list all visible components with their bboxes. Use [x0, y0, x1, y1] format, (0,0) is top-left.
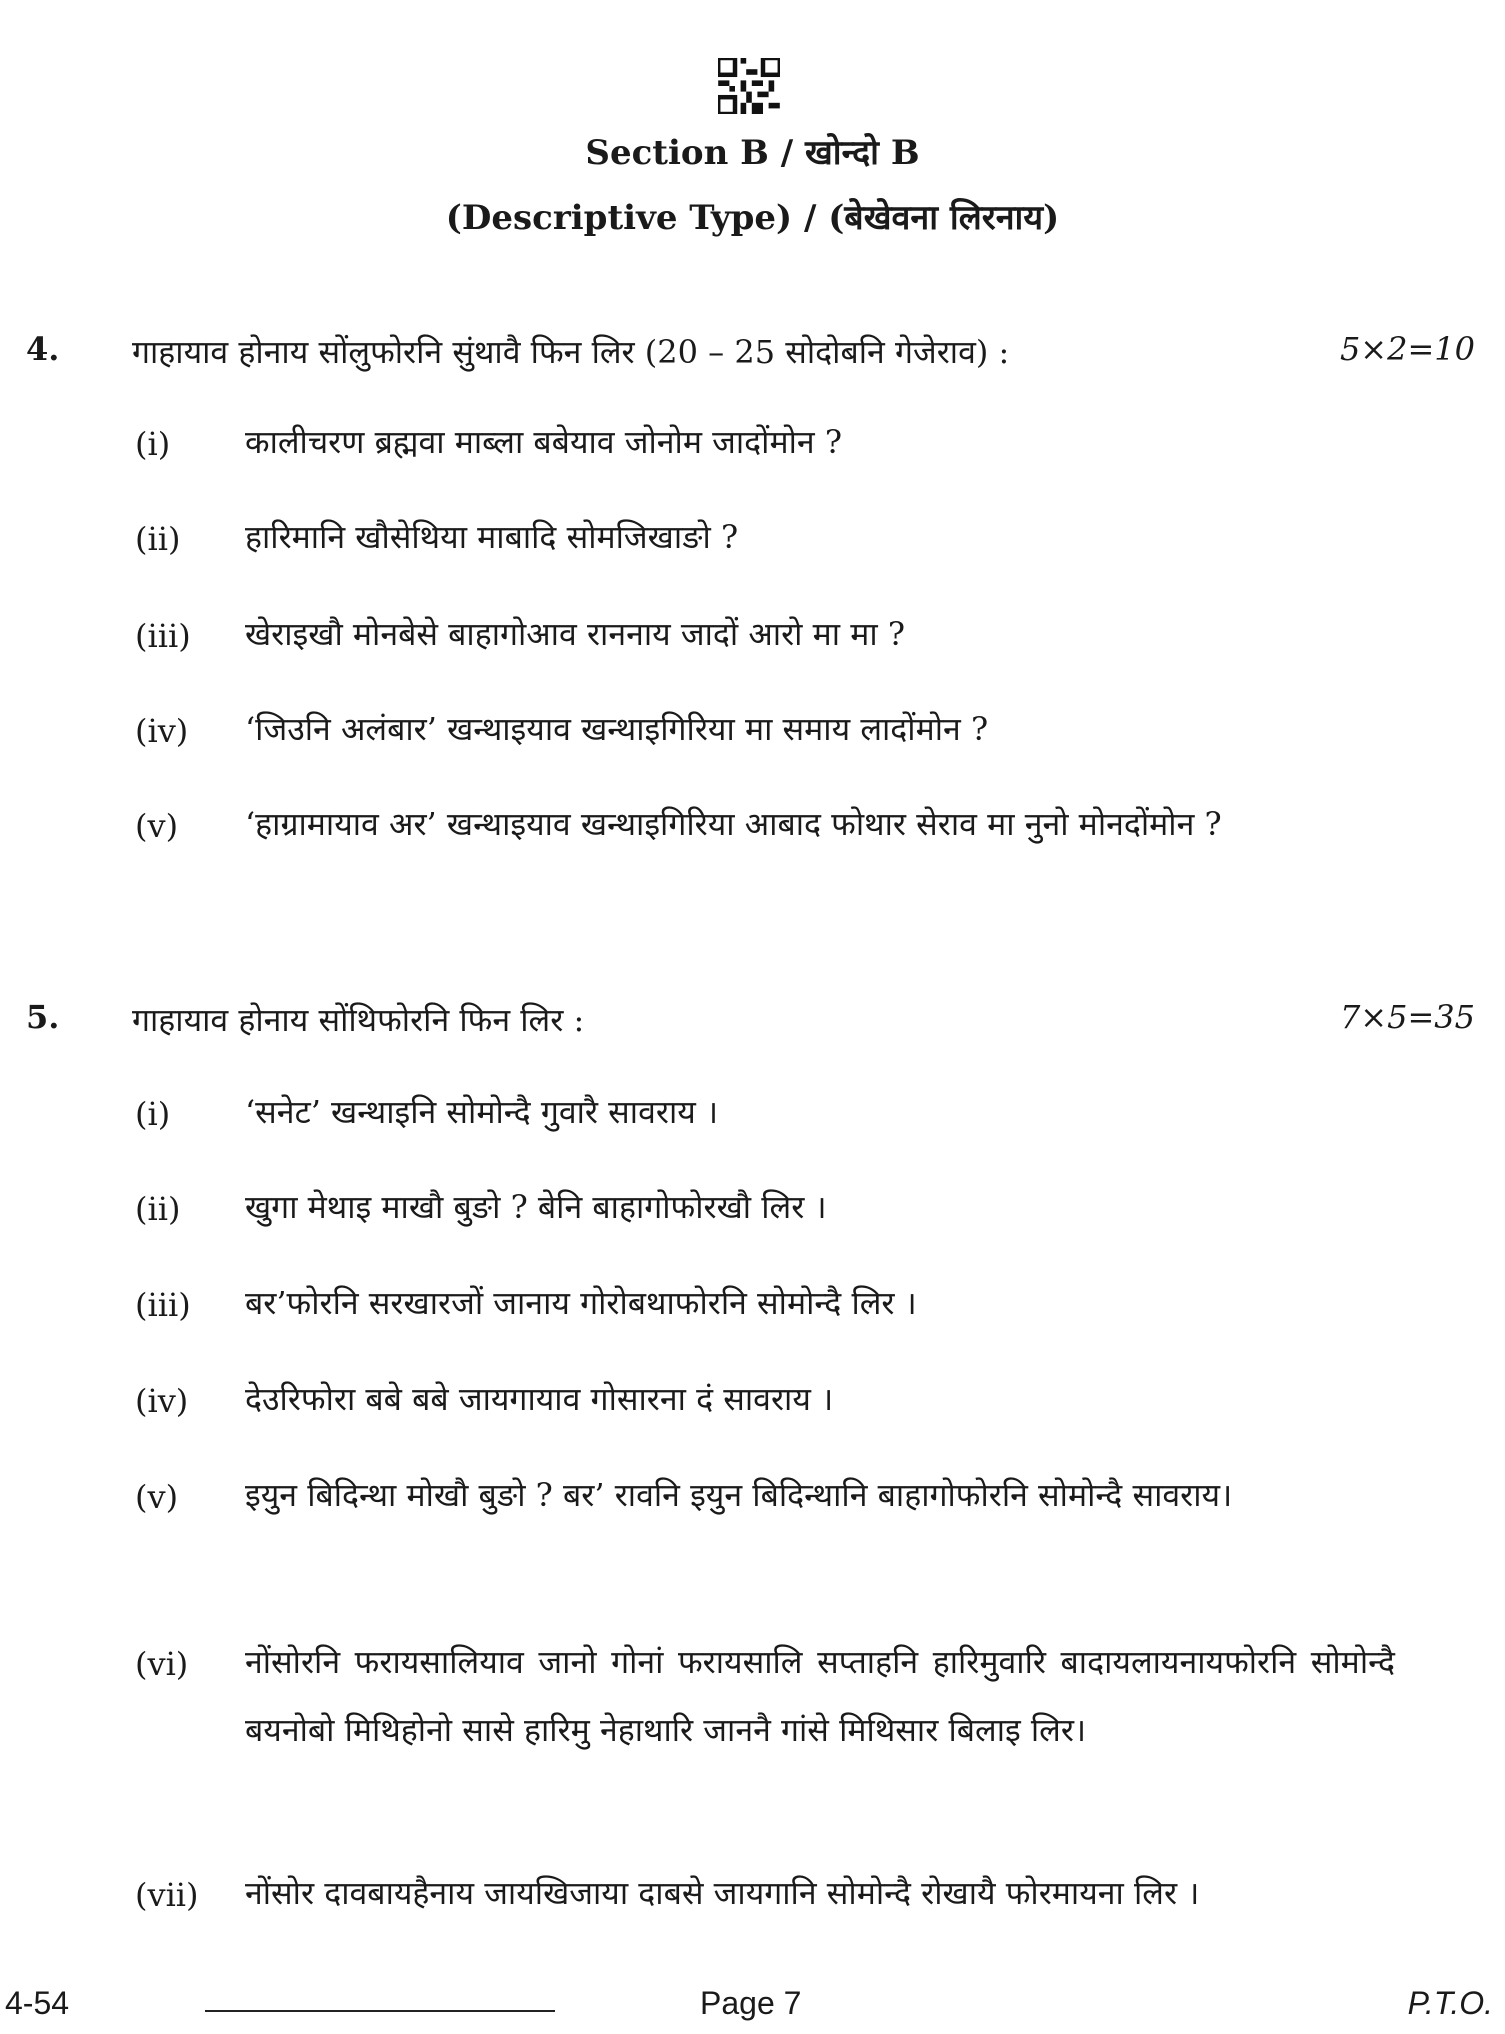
section-type: (Descriptive Type) / (बेखेवना लिरनाय) [445, 198, 1060, 238]
item-text: ‘हाग्रामायाव अर’ खन्थाइयाव खन्थाइगिरिया आबाद फोथार सेराव मा नुनो मोनदोंमोन ? [245, 805, 1222, 843]
item-label: (v) [135, 1478, 179, 1516]
question-number: 4. [26, 330, 60, 368]
item-label: (i) [135, 1095, 171, 1133]
item-text: नोंसोरनि फरायसालियाव जानो गोनां फरायसालि सप्ताहनि हारिमुवारि बादायलायनायफोरनि सोमोन्दै बयनोबो मिथिहोनो सासे हारिमु नेहाथारि जाननै गांसे मिथिसार बिलाइ लिर। [245, 1643, 1395, 1749]
item-text: खुगा मेथाइ माखौ बुङो ? बेनि बाहागोफोरखौ लिर । [245, 1188, 827, 1226]
page-number: Page 7 [700, 1985, 802, 2021]
item-label: (vii) [135, 1876, 199, 1914]
item-label: (iii) [135, 1286, 191, 1324]
question-instruction: गाहायाव होनाय सोंथिफोरनि फिन लिर : [132, 1001, 585, 1039]
item-label: (vi) [135, 1645, 189, 1683]
item-text: ‘सनेट’ खन्थाइनि सोमोन्दै गुवारै सावराय । [245, 1093, 719, 1131]
question-instruction: गाहायाव होनाय सोंलुफोरनि सुंथावै फिन लिर (20 – 25 सोदोबनि गेजेराव) : [132, 333, 1010, 371]
item-text: हारिमानि खौसेथिया माबादि सोमजिखाङो ? [245, 518, 739, 556]
paper-code: 4-54 [5, 1985, 70, 2021]
item-label: (ii) [135, 520, 181, 558]
pto-label: P.T.O. [1407, 1985, 1493, 2021]
item-label: (v) [135, 807, 179, 845]
question-number: 5. [26, 998, 60, 1036]
item-text: ‘जिउनि अलंबार’ खन्थाइयाव खन्थाइगिरिया मा समाय लादोंमोन ? [245, 710, 989, 748]
footer-divider [205, 2010, 555, 2012]
item-text: खेराइखौ मोनबेसे बाहागोआव राननाय जादों आरो मा मा ? [245, 615, 905, 653]
item-text: इयुन बिदिन्था मोखौ बुङो ? बर’ रावनि इयुन बिदिन्थानि बाहागोफोरनि सोमोन्दै सावराय। [245, 1476, 1233, 1514]
item-label: (iv) [135, 1382, 189, 1420]
item-label: (iv) [135, 712, 189, 750]
qr-code-icon [718, 58, 780, 114]
item-text: नोंसोर दावबायहैनाय जायखिजाया दाबसे जायगानि सोमोन्दै रोखायै फोरमायना लिर । [245, 1874, 1200, 1912]
question-marks: 5×2=10 [1339, 330, 1475, 368]
item-label: (i) [135, 425, 171, 463]
item-text: बर’फोरनि सरखारजों जानाय गोरोबथाफोरनि सोमोन्दै लिर । [245, 1284, 917, 1322]
item-text: देउरिफोरा बबे बबे जायगायाव गोसारना दं सावराय । [245, 1380, 834, 1418]
item-text: कालीचरण ब्रह्मवा माब्ला बबेयाव जोनोम जादोंमोन ? [245, 423, 842, 461]
item-label: (iii) [135, 617, 191, 655]
section-title: Section B / खोन्दो B [585, 133, 920, 173]
question-marks: 7×5=35 [1339, 998, 1475, 1036]
item-label: (ii) [135, 1190, 181, 1228]
